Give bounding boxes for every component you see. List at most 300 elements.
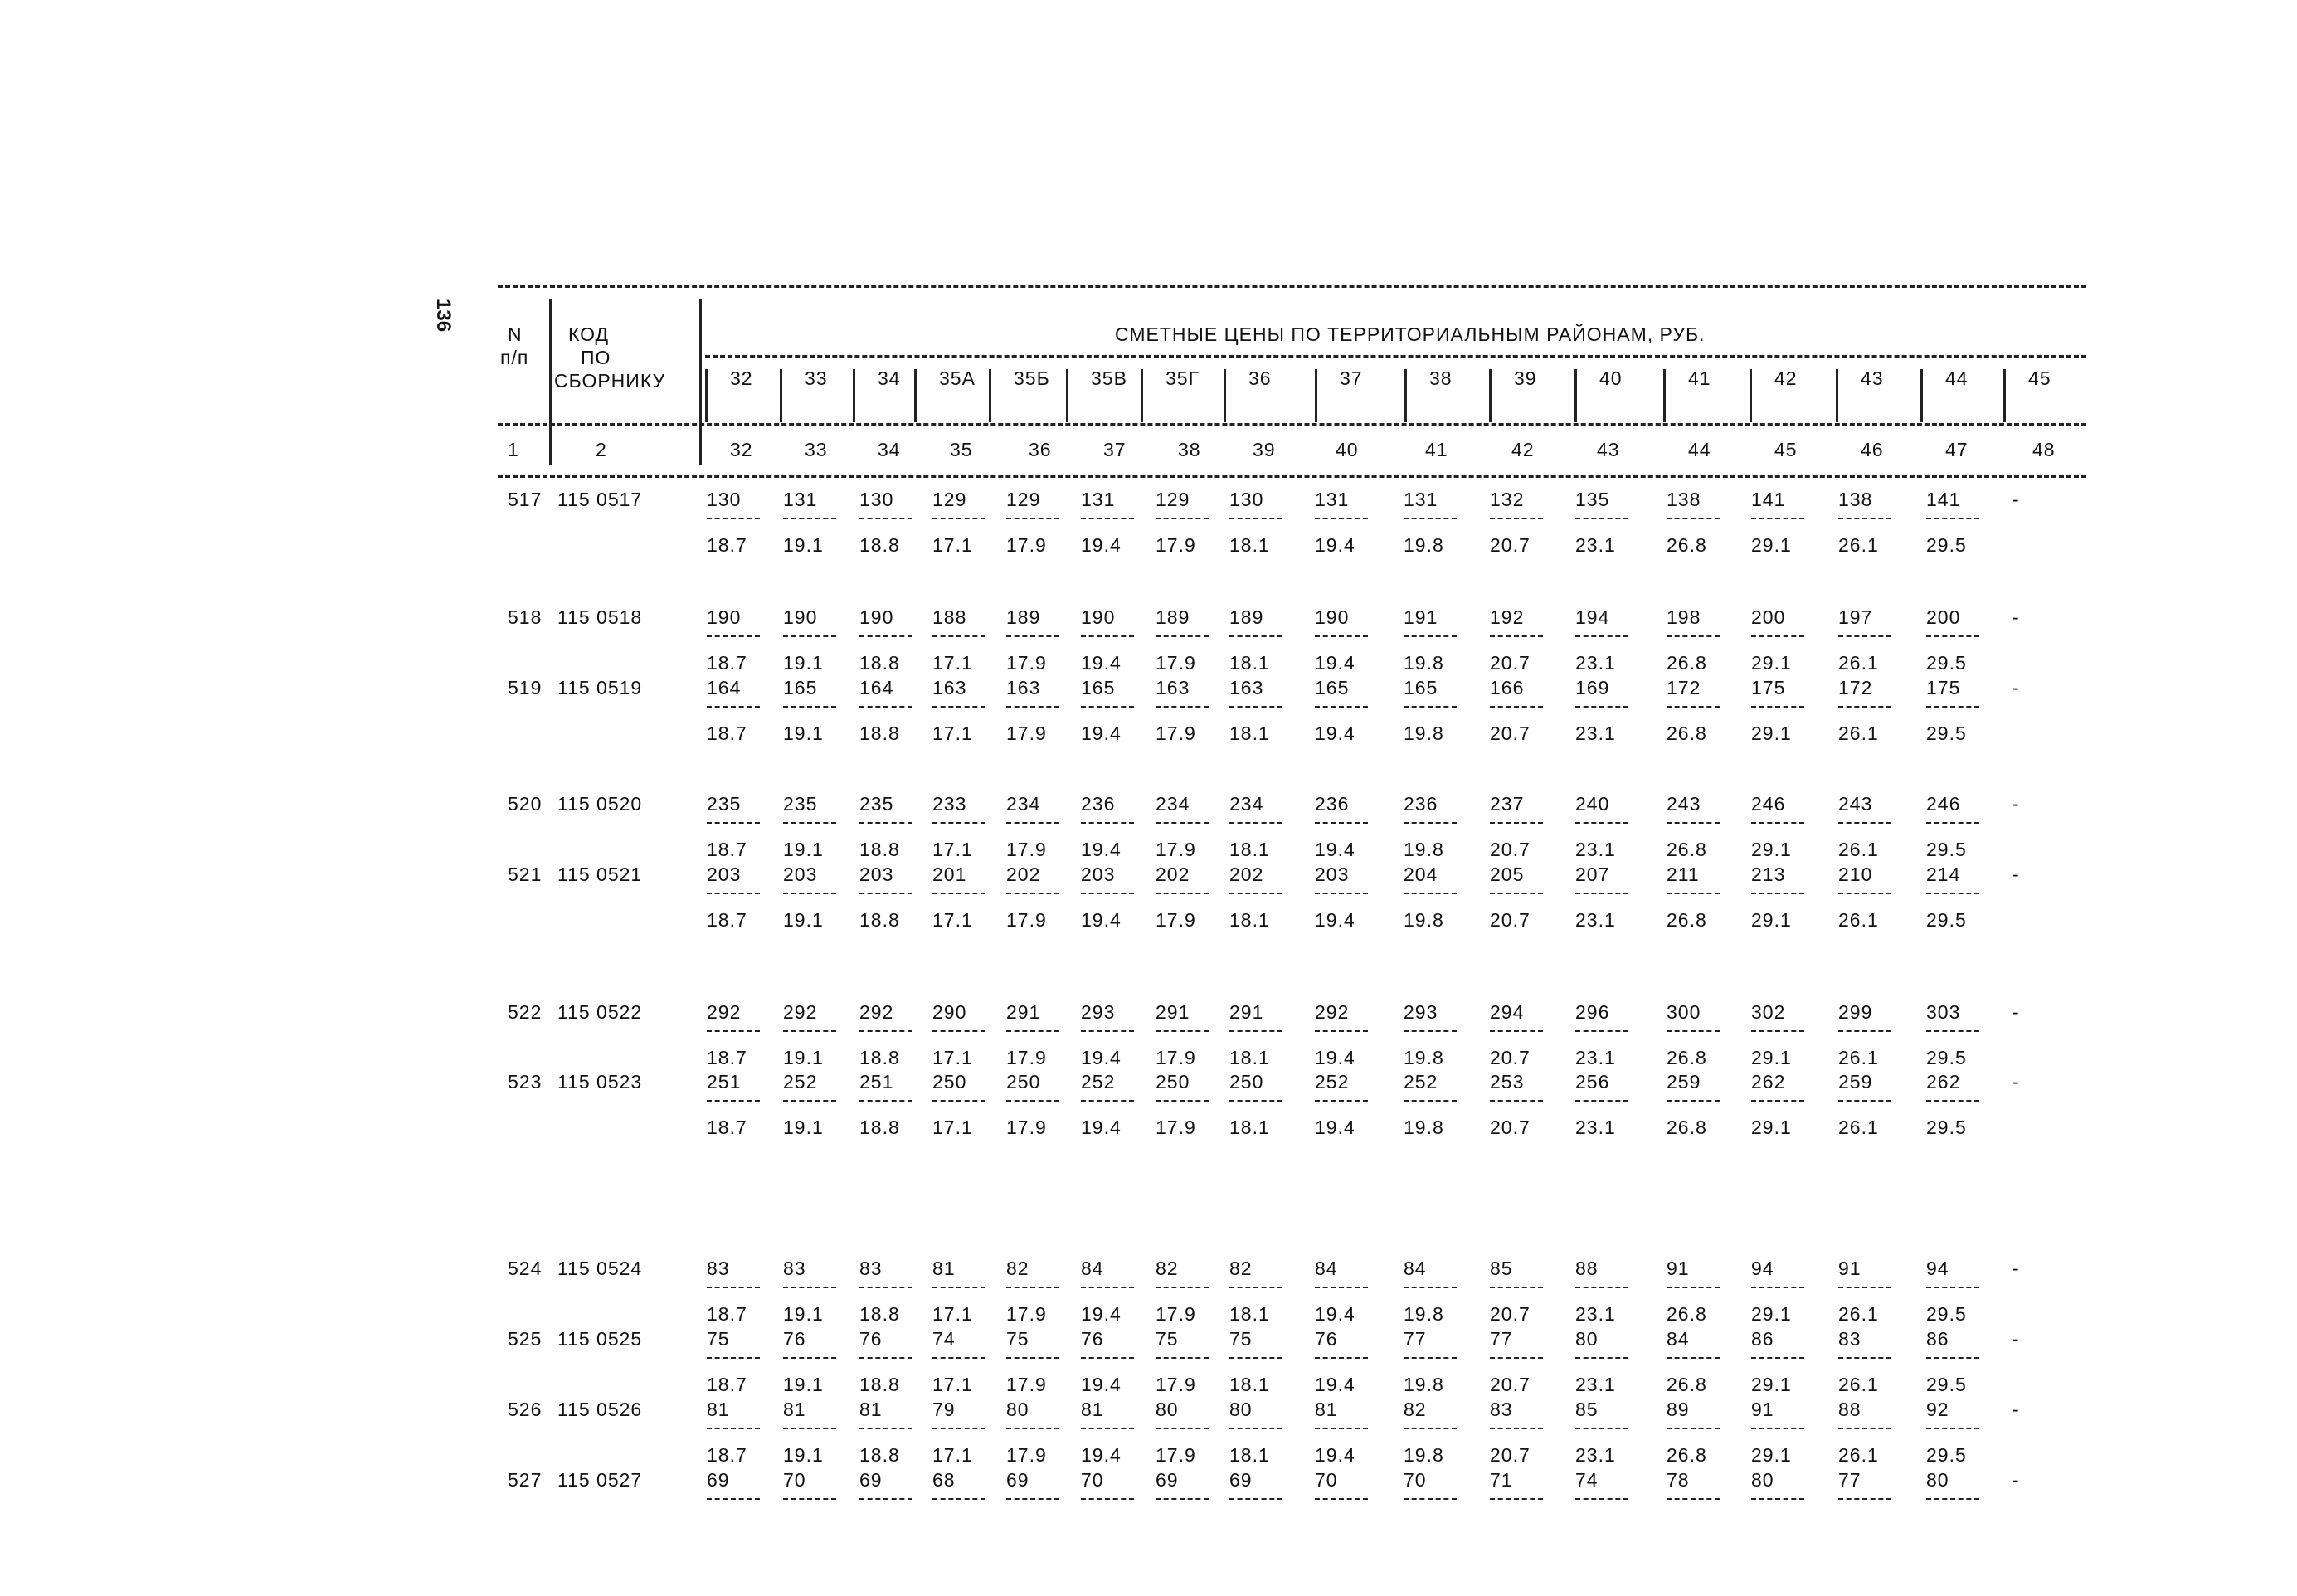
fraction-line — [707, 518, 760, 519]
district-header-35Г: 35Г — [1166, 367, 1200, 389]
price-cell: 256 — [1575, 1071, 1610, 1092]
price-cell: 163 — [1156, 677, 1190, 698]
fraction-line — [1667, 706, 1720, 708]
district-divider — [780, 369, 782, 422]
price-cell: 84 — [1667, 1328, 1690, 1350]
fraction-line — [1575, 1357, 1628, 1359]
price-cell: 291 — [1229, 1001, 1264, 1023]
header-bottom-rule — [498, 475, 2086, 478]
index-cell: 23.1 — [1575, 839, 1616, 860]
fraction-line — [1667, 893, 1720, 894]
index-cell: 19.8 — [1404, 1303, 1444, 1325]
fraction-line — [1229, 1498, 1282, 1500]
price-cell: 240 — [1575, 793, 1610, 815]
fraction-line — [1315, 1357, 1368, 1359]
fraction-line — [707, 706, 760, 708]
fraction-line — [1156, 1287, 1209, 1288]
fraction-line — [1490, 1498, 1543, 1500]
index-cell: 20.7 — [1490, 909, 1531, 931]
price-cell: 299 — [1838, 1001, 1873, 1023]
price-cell: 86 — [1751, 1328, 1774, 1350]
fraction-line — [1315, 1287, 1368, 1288]
fraction-line — [1490, 1428, 1543, 1429]
index-cell: 26.8 — [1667, 1444, 1707, 1466]
index-cell: 18.1 — [1229, 1303, 1270, 1325]
fraction-line — [932, 1428, 985, 1429]
fraction-line — [1315, 893, 1368, 894]
fraction-line — [1838, 1287, 1891, 1288]
fraction-line — [1926, 1498, 1979, 1500]
price-cell: 291 — [1006, 1001, 1041, 1023]
fraction-line — [707, 635, 760, 637]
index-cell: 23.1 — [1575, 1444, 1616, 1466]
district-header-34: 34 — [878, 367, 901, 389]
price-cell: 141 — [1926, 489, 1961, 510]
index-cell: 19.4 — [1315, 534, 1355, 556]
index-cell: 26.1 — [1838, 1047, 1879, 1068]
fraction-line — [1490, 893, 1543, 894]
fraction-line — [1575, 1428, 1628, 1429]
header-top-rule — [498, 285, 2086, 288]
column-number-36: 36 — [1029, 439, 1052, 460]
price-cell: 91 — [1751, 1399, 1774, 1420]
price-cell: 202 — [1229, 864, 1264, 885]
fraction-line — [1404, 822, 1457, 824]
price-cell: 300 — [1667, 1001, 1701, 1023]
fraction-line — [1081, 1498, 1134, 1500]
price-cell: 130 — [859, 489, 894, 510]
price-cell: 203 — [1081, 864, 1116, 885]
district-divider — [1404, 369, 1407, 422]
index-cell: 26.1 — [1838, 1444, 1879, 1466]
price-cell: 94 — [1751, 1258, 1774, 1279]
index-cell: 17.1 — [932, 1444, 973, 1466]
row-last-dash: - — [2012, 677, 2020, 698]
fraction-line — [1006, 893, 1059, 894]
district-header-36: 36 — [1248, 367, 1272, 389]
price-cell: 175 — [1751, 677, 1786, 698]
fraction-line — [1404, 635, 1457, 637]
price-cell: 80 — [1926, 1469, 1949, 1491]
price-cell: 236 — [1315, 793, 1350, 815]
price-cell: 83 — [1838, 1328, 1861, 1350]
price-cell: 81 — [1081, 1399, 1104, 1420]
price-cell: 293 — [1404, 1001, 1438, 1023]
index-cell: 17.9 — [1006, 652, 1047, 674]
column-number-46: 46 — [1861, 439, 1884, 460]
index-cell: 18.8 — [859, 909, 900, 931]
price-cell: 172 — [1838, 677, 1873, 698]
district-header-40: 40 — [1599, 367, 1623, 389]
index-cell: 20.7 — [1490, 723, 1531, 744]
index-cell: 18.7 — [707, 1117, 747, 1138]
index-cell: 19.1 — [783, 534, 824, 556]
row-last-dash: - — [2012, 1001, 2020, 1023]
index-cell: 26.1 — [1838, 1303, 1879, 1325]
row-number: 527 — [508, 1469, 543, 1491]
index-cell: 17.1 — [932, 723, 973, 744]
index-cell: 29.5 — [1926, 909, 1967, 931]
price-cell: 79 — [932, 1399, 956, 1420]
fraction-line — [1667, 822, 1720, 824]
fraction-line — [783, 518, 836, 519]
fraction-line — [1156, 893, 1209, 894]
row-last-dash: - — [2012, 793, 2020, 815]
fraction-line — [1081, 1287, 1134, 1288]
price-cell: 69 — [1229, 1469, 1253, 1491]
price-cell: 202 — [1006, 864, 1041, 885]
fraction-line — [1156, 822, 1209, 824]
price-cell: 70 — [1315, 1469, 1338, 1491]
index-cell: 19.1 — [783, 723, 824, 744]
price-cell: 86 — [1926, 1328, 1949, 1350]
fraction-line — [1006, 1030, 1059, 1032]
index-cell: 29.5 — [1926, 1303, 1967, 1325]
price-cell: 214 — [1926, 864, 1961, 885]
column-number-33: 33 — [805, 439, 828, 460]
price-cell: 78 — [1667, 1469, 1690, 1491]
fraction-line — [1404, 1100, 1457, 1102]
fraction-line — [859, 1357, 912, 1359]
index-cell: 17.9 — [1156, 1117, 1196, 1138]
fraction-line — [1081, 1357, 1134, 1359]
fraction-line — [1926, 1030, 1979, 1032]
index-cell: 19.8 — [1404, 909, 1444, 931]
index-cell: 20.7 — [1490, 652, 1531, 674]
price-cell: 251 — [707, 1071, 742, 1092]
fraction-line — [707, 822, 760, 824]
price-cell: 81 — [1315, 1399, 1338, 1420]
column-number-34: 34 — [878, 439, 901, 460]
price-cell: 252 — [783, 1071, 818, 1092]
price-cell: 131 — [1404, 489, 1438, 510]
index-cell: 17.9 — [1006, 1047, 1047, 1068]
price-cell: 190 — [707, 606, 742, 628]
fraction-line — [1006, 822, 1059, 824]
district-divider — [1066, 369, 1068, 422]
fraction-line — [932, 893, 985, 894]
fraction-line — [1490, 822, 1543, 824]
fraction-line — [932, 1030, 985, 1032]
fraction-line — [1575, 1100, 1628, 1102]
index-cell: 19.8 — [1404, 1047, 1444, 1068]
price-cell: 77 — [1490, 1328, 1513, 1350]
index-cell: 23.1 — [1575, 1374, 1616, 1395]
district-header-41: 41 — [1688, 367, 1711, 389]
price-cell: 70 — [783, 1469, 806, 1491]
column-number-38: 38 — [1178, 439, 1201, 460]
row-number: 521 — [508, 864, 543, 885]
header-n-label: N — [508, 324, 523, 345]
price-cell: 207 — [1575, 864, 1610, 885]
fraction-line — [1229, 893, 1282, 894]
row-last-dash: - — [2012, 1328, 2020, 1350]
fraction-line — [1667, 1030, 1720, 1032]
fraction-line — [859, 1287, 912, 1288]
fraction-line — [783, 706, 836, 708]
index-cell: 19.4 — [1315, 723, 1355, 744]
fraction-line — [1667, 635, 1720, 637]
price-cell: 82 — [1006, 1258, 1029, 1279]
index-cell: 17.9 — [1006, 909, 1047, 931]
price-cell: 190 — [859, 606, 894, 628]
index-cell: 19.1 — [783, 1303, 824, 1325]
index-cell: 26.1 — [1838, 652, 1879, 674]
index-cell: 18.8 — [859, 723, 900, 744]
district-header-42: 42 — [1774, 367, 1798, 389]
price-cell: 259 — [1667, 1071, 1701, 1092]
price-cell: 135 — [1575, 489, 1610, 510]
index-cell: 26.1 — [1838, 1374, 1879, 1395]
index-cell: 17.1 — [932, 534, 973, 556]
fraction-line — [1315, 1100, 1368, 1102]
price-cell: 250 — [932, 1071, 967, 1092]
row-code: 115 0526 — [557, 1399, 643, 1420]
price-cell: 234 — [1156, 793, 1190, 815]
fraction-line — [1490, 1100, 1543, 1102]
index-cell: 19.8 — [1404, 534, 1444, 556]
column-number-44: 44 — [1688, 439, 1711, 460]
fraction-line — [1156, 706, 1209, 708]
price-cell: 82 — [1404, 1399, 1427, 1420]
fraction-line — [783, 1100, 836, 1102]
index-cell: 29.1 — [1751, 1117, 1792, 1138]
price-cell: 129 — [1006, 489, 1041, 510]
fraction-line — [1081, 1100, 1134, 1102]
price-cell: 131 — [1081, 489, 1116, 510]
index-cell: 19.4 — [1081, 1117, 1122, 1138]
price-cell: 190 — [1081, 606, 1116, 628]
index-cell: 26.1 — [1838, 909, 1879, 931]
row-number: 517 — [508, 489, 543, 510]
fraction-line — [1926, 1287, 1979, 1288]
index-cell: 18.8 — [859, 1047, 900, 1068]
fraction-line — [1751, 635, 1804, 637]
index-cell: 19.4 — [1315, 909, 1355, 931]
price-cell: 75 — [1006, 1328, 1029, 1350]
fraction-line — [1751, 1100, 1804, 1102]
index-cell: 20.7 — [1490, 1303, 1531, 1325]
index-cell: 19.4 — [1081, 1374, 1122, 1395]
fraction-line — [1667, 1357, 1720, 1359]
fraction-line — [1751, 1428, 1804, 1429]
index-cell: 19.4 — [1081, 1047, 1122, 1068]
price-cell: 89 — [1667, 1399, 1690, 1420]
fraction-line — [932, 1100, 985, 1102]
fraction-line — [1667, 1428, 1720, 1429]
fraction-line — [1667, 1100, 1720, 1102]
price-cell: 80 — [1575, 1328, 1599, 1350]
index-cell: 17.9 — [1156, 1444, 1196, 1466]
district-divider — [1663, 369, 1666, 422]
price-cell: 200 — [1926, 606, 1961, 628]
price-cell: 141 — [1751, 489, 1786, 510]
price-cell: 83 — [783, 1258, 806, 1279]
price-cell: 252 — [1315, 1071, 1350, 1092]
index-cell: 18.8 — [859, 1444, 900, 1466]
price-cell: 165 — [783, 677, 818, 698]
fraction-line — [1926, 1428, 1979, 1429]
index-cell: 29.5 — [1926, 652, 1967, 674]
index-cell: 26.8 — [1667, 1374, 1707, 1395]
price-cell: 189 — [1006, 606, 1041, 628]
fraction-line — [932, 635, 985, 637]
fraction-line — [1575, 1498, 1628, 1500]
header-mid-rule — [498, 423, 2086, 426]
fraction-line — [1081, 635, 1134, 637]
district-divider — [1489, 369, 1492, 422]
fraction-line — [1926, 1100, 1979, 1102]
price-cell: 129 — [1156, 489, 1190, 510]
price-cell: 74 — [1575, 1469, 1599, 1491]
fraction-line — [932, 1287, 985, 1288]
price-cell: 292 — [707, 1001, 742, 1023]
fraction-line — [1229, 635, 1282, 637]
fraction-line — [932, 822, 985, 824]
district-header-44: 44 — [1945, 367, 1969, 389]
fraction-line — [1838, 706, 1891, 708]
fraction-line — [859, 1498, 912, 1500]
district-header-35В: 35В — [1091, 367, 1127, 389]
index-cell: 26.1 — [1838, 839, 1879, 860]
fraction-line — [1926, 822, 1979, 824]
index-cell: 26.1 — [1838, 534, 1879, 556]
fraction-line — [1926, 635, 1979, 637]
fraction-line — [932, 1357, 985, 1359]
price-cell: 262 — [1926, 1071, 1961, 1092]
price-cell: 250 — [1156, 1071, 1190, 1092]
district-divider — [853, 369, 855, 422]
index-cell: 19.8 — [1404, 839, 1444, 860]
price-cell: 250 — [1006, 1071, 1041, 1092]
fraction-line — [1751, 822, 1804, 824]
fraction-line — [1006, 1100, 1059, 1102]
price-cell: 84 — [1404, 1258, 1427, 1279]
index-cell: 23.1 — [1575, 534, 1616, 556]
index-cell: 23.1 — [1575, 1117, 1616, 1138]
row-number: 519 — [508, 677, 543, 698]
index-cell: 29.1 — [1751, 1047, 1792, 1068]
fraction-line — [1575, 635, 1628, 637]
column-number-40: 40 — [1336, 439, 1359, 460]
price-cell: 76 — [1081, 1328, 1104, 1350]
fraction-line — [1575, 822, 1628, 824]
price-cell: 189 — [1229, 606, 1264, 628]
index-cell: 17.1 — [932, 1117, 973, 1138]
index-cell: 29.5 — [1926, 1117, 1967, 1138]
index-cell: 19.8 — [1404, 723, 1444, 744]
price-cell: 252 — [1404, 1071, 1438, 1092]
index-cell: 19.4 — [1081, 652, 1122, 674]
fraction-line — [1838, 1428, 1891, 1429]
fraction-line — [859, 1428, 912, 1429]
fraction-line — [1490, 635, 1543, 637]
row-last-dash: - — [2012, 1258, 2020, 1279]
price-cell: 82 — [1156, 1258, 1179, 1279]
index-cell: 17.9 — [1006, 1444, 1047, 1466]
fraction-line — [1404, 1030, 1457, 1032]
index-cell: 19.1 — [783, 652, 824, 674]
district-divider — [1750, 369, 1752, 422]
price-cell: 169 — [1575, 677, 1610, 698]
fraction-line — [1081, 1428, 1134, 1429]
fraction-line — [1575, 1030, 1628, 1032]
fraction-line — [1315, 706, 1368, 708]
fraction-line — [1404, 1287, 1457, 1288]
price-cell: 69 — [1156, 1469, 1179, 1491]
fraction-line — [1751, 706, 1804, 708]
price-cell: 251 — [859, 1071, 894, 1092]
price-cell: 70 — [1404, 1469, 1427, 1491]
price-cell: 198 — [1667, 606, 1701, 628]
fraction-line — [1404, 518, 1457, 519]
price-cell: 88 — [1838, 1399, 1861, 1420]
price-cell: 80 — [1156, 1399, 1179, 1420]
fraction-line — [1315, 1498, 1368, 1500]
price-cell: 250 — [1229, 1071, 1264, 1092]
row-number: 525 — [508, 1328, 543, 1350]
index-cell: 23.1 — [1575, 1047, 1616, 1068]
fraction-line — [932, 706, 985, 708]
fraction-line — [1404, 1428, 1457, 1429]
index-cell: 18.1 — [1229, 909, 1270, 931]
row-last-dash: - — [2012, 1071, 2020, 1092]
index-cell: 26.8 — [1667, 652, 1707, 674]
fraction-line — [859, 706, 912, 708]
price-cell: 205 — [1490, 864, 1525, 885]
index-cell: 17.9 — [1006, 1117, 1047, 1138]
price-cell: 75 — [707, 1328, 730, 1350]
price-cell: 235 — [783, 793, 818, 815]
index-cell: 18.7 — [707, 1047, 747, 1068]
index-cell: 18.8 — [859, 1374, 900, 1395]
price-cell: 92 — [1926, 1399, 1949, 1420]
price-cell: 293 — [1081, 1001, 1116, 1023]
fraction-line — [1081, 822, 1134, 824]
price-cell: 83 — [1490, 1399, 1513, 1420]
price-cell: 235 — [859, 793, 894, 815]
price-cell: 68 — [932, 1469, 956, 1491]
price-cell: 69 — [859, 1469, 883, 1491]
fraction-line — [1404, 1498, 1457, 1500]
index-cell: 17.1 — [932, 909, 973, 931]
fraction-line — [1838, 893, 1891, 894]
fraction-line — [783, 1287, 836, 1288]
index-cell: 29.1 — [1751, 652, 1792, 674]
price-cell: 262 — [1751, 1071, 1786, 1092]
header-title: СМЕТНЫЕ ЦЕНЫ ПО ТЕРРИТОРИАЛЬНЫМ РАЙОНАМ, РУБ. — [1115, 324, 1706, 345]
index-cell: 17.9 — [1156, 1047, 1196, 1068]
price-cell: 213 — [1751, 864, 1786, 885]
fraction-line — [707, 1498, 760, 1500]
fraction-line — [1404, 893, 1457, 894]
index-cell: 20.7 — [1490, 1374, 1531, 1395]
fraction-line — [1006, 1428, 1059, 1429]
index-cell: 17.9 — [1156, 1303, 1196, 1325]
fraction-line — [783, 1428, 836, 1429]
price-cell: 165 — [1081, 677, 1116, 698]
district-header-32: 32 — [730, 367, 753, 389]
fraction-line — [1490, 706, 1543, 708]
row-number: 522 — [508, 1001, 543, 1023]
price-cell: 85 — [1490, 1258, 1513, 1279]
district-header-43: 43 — [1861, 367, 1884, 389]
index-cell: 17.1 — [932, 1374, 973, 1395]
price-cell: 84 — [1081, 1258, 1104, 1279]
price-cell: 163 — [1229, 677, 1264, 698]
fraction-line — [1156, 1428, 1209, 1429]
price-cell: 202 — [1156, 864, 1190, 885]
